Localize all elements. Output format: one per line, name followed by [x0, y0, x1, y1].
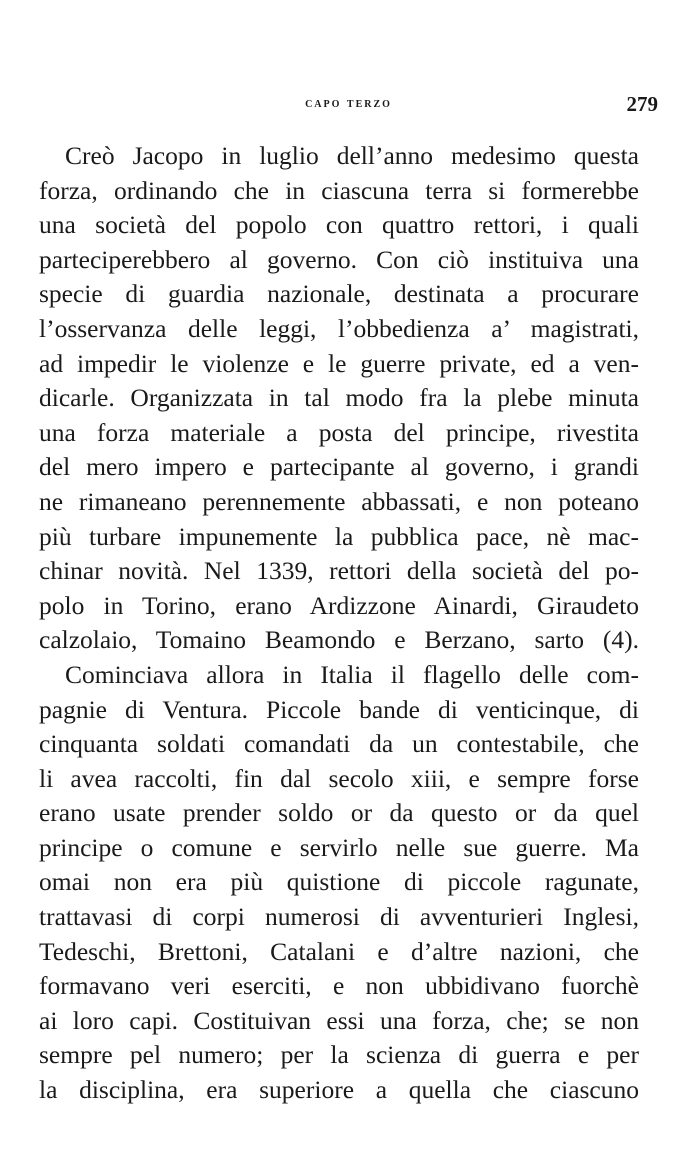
text-line: polo in Torino, erano Ardizzone Ainardi, Giraudeto — [39, 590, 639, 620]
text-line: Cominciava allora in Italia il flagello delle com- — [65, 659, 639, 689]
text-line: omai non era più quistione di piccole ragunate, — [39, 867, 639, 897]
text-line: trattavasi di corpi numerosi di avventurieri Inglesi, — [39, 902, 639, 932]
page-number: 279 — [626, 92, 658, 116]
body-text — [39, 139, 639, 1108]
text-line: ne rimaneano perennemente abbassati, e non poteano — [39, 486, 639, 516]
text-line: la disciplina, era superiore a quella che ciascuno — [39, 1075, 639, 1105]
text-line: sempre pel numero; per la scienza di guerra e per — [39, 1040, 639, 1070]
running-head — [39, 92, 658, 116]
text-line: formavano veri eserciti, e non ubbidivano fuorchè — [39, 971, 639, 1001]
text-line: pagnie di Ventura. Piccole bande di venticinque, di — [39, 694, 639, 724]
text-line: l’osservanza delle leggi, l’obbedienza a’ magistrati, — [39, 313, 639, 343]
text-line: forza, ordinando che in ciascuna terra si formerebbe — [39, 175, 639, 205]
paragraph-2 — [39, 658, 639, 1108]
text-line: chinar novità. Nel 1339, rettori della società del po- — [39, 556, 639, 586]
text-line: calzolaio, Tomaino Beamondo e Berzano, sarto (4). — [39, 625, 639, 655]
text-line: una società del popolo con quattro rettori, i quali — [39, 210, 639, 240]
text-line: ad impedir le violenze e le guerre private, ed a ven- — [39, 348, 639, 378]
text-line: li avea raccolti, fin dal secolo xiii, e sempre forse — [39, 763, 639, 793]
text-line: dicarle. Organizzata in tal modo fra la plebe minuta — [39, 383, 639, 413]
text-line: parteciperebbero al governo. Con ciò instituiva una — [39, 244, 639, 274]
text-line: cinquanta soldati comandati da un contestabile, che — [39, 729, 639, 759]
text-line: principe o comune e servirlo nelle sue guerre. Ma — [39, 832, 639, 862]
text-line: Creò Jacopo in luglio dell’anno medesimo questa — [65, 141, 639, 170]
text-line: più turbare impunemente la pubblica pace, nè mac- — [39, 521, 639, 551]
text-line: ai loro capi. Costituivan essi una forza, che; se non — [39, 1005, 639, 1035]
text-line: erano usate prender soldo or da questo or da quel — [39, 798, 639, 828]
text-line: Tedeschi, Brettoni, Catalani e d’altre nazioni, che — [39, 936, 639, 966]
text-line: del mero impero e partecipante al governo, i grandi — [39, 452, 639, 482]
text-line: specie di guardia nazionale, destinata a procurare — [39, 279, 639, 309]
text-line: una forza materiale a posta del principe, rivestita — [39, 417, 639, 447]
running-title: capo terzo — [305, 96, 392, 111]
paragraph-1 — [39, 139, 639, 658]
